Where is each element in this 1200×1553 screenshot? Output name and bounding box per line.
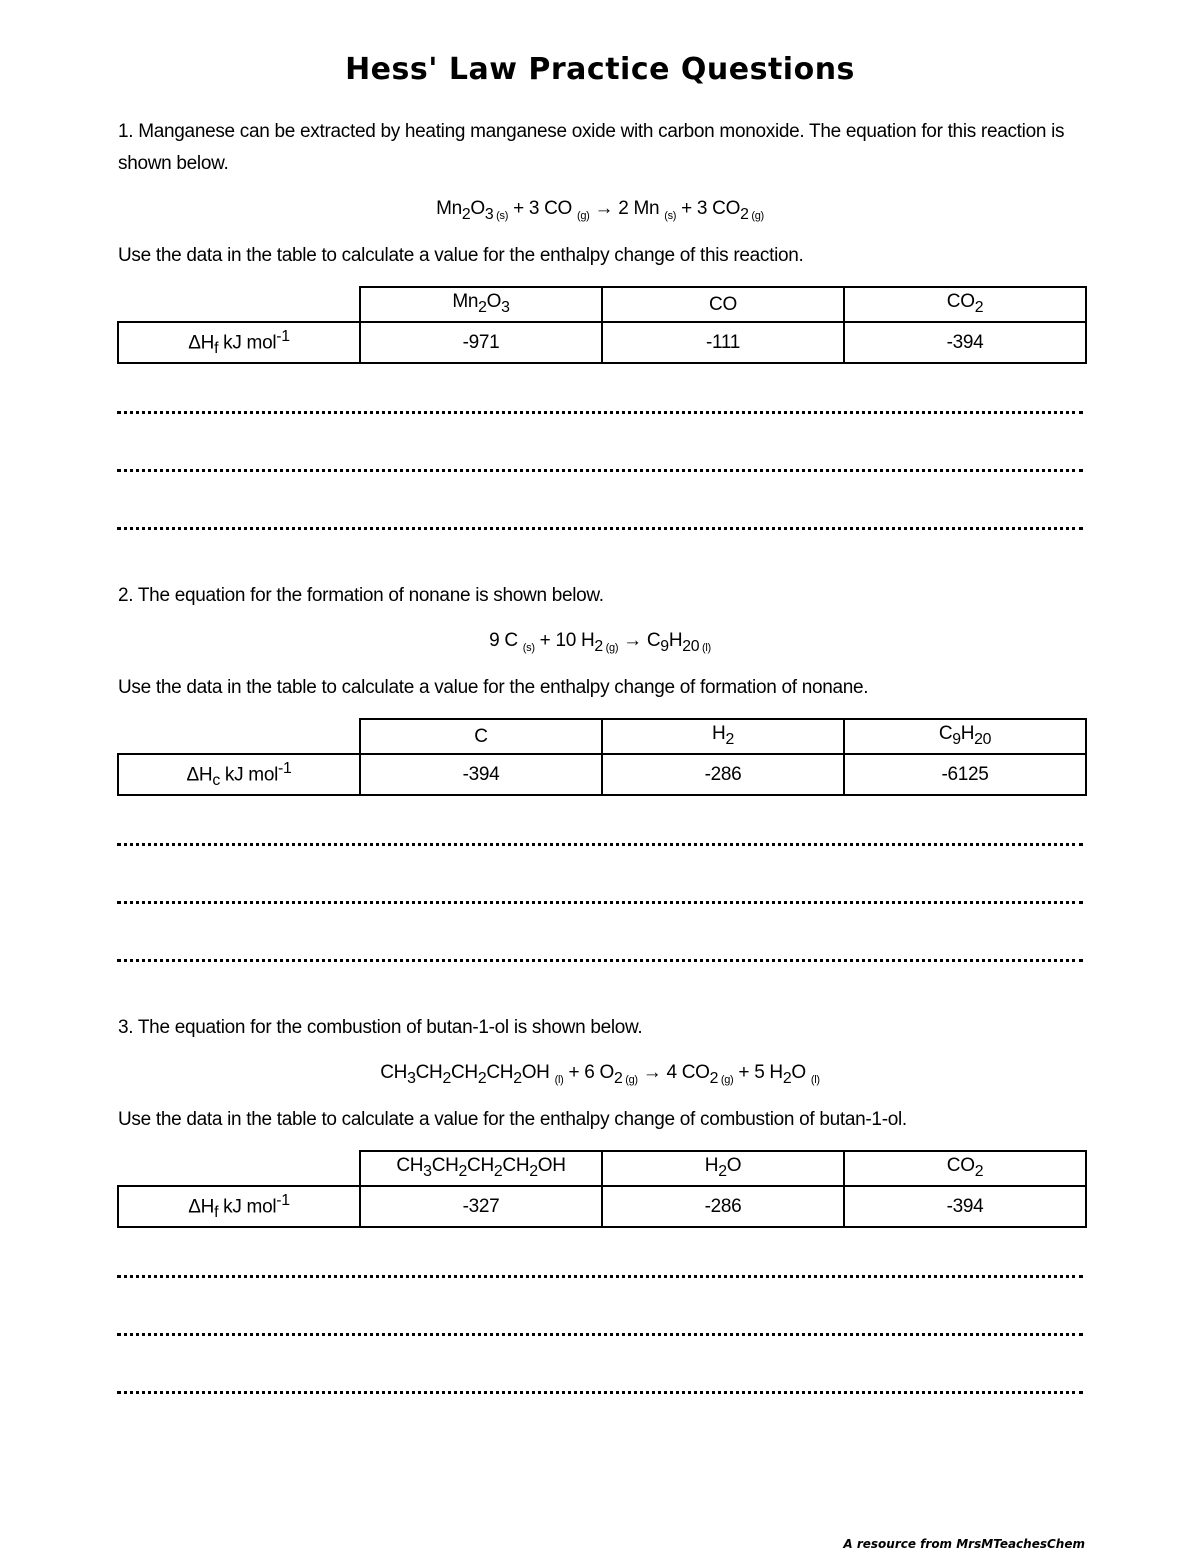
q2-instruction: Use the data in the table to calculate a value for the enthalpy change of formation of nonane. bbox=[118, 677, 869, 698]
q2-intro: 2. The equation for the formation of nonane is shown below. bbox=[118, 585, 604, 606]
table-cell: -286 bbox=[602, 1186, 844, 1227]
table-header-cell: $CO_2$ bbox=[844, 1151, 1086, 1186]
table-cell: -111 bbox=[602, 322, 844, 363]
table-row bbox=[118, 322, 1086, 363]
q3-instruction: Use the data in the table to calculate a value for the enthalpy change of combustion of butan-1-ol. bbox=[118, 1109, 907, 1130]
table-cell: -394 bbox=[844, 322, 1086, 363]
answer-line[interactable] bbox=[117, 1391, 1083, 1394]
q1-data-table bbox=[117, 286, 1087, 364]
table-row-label: $\Delta H_c$ kJ mol$^{-1}$ bbox=[118, 754, 360, 795]
table-cell: -394 bbox=[360, 754, 602, 795]
answer-line[interactable] bbox=[117, 411, 1083, 414]
answer-line[interactable] bbox=[117, 1275, 1083, 1278]
table-header-cell: $H_2$ bbox=[602, 719, 844, 754]
q2-data-table bbox=[117, 718, 1087, 796]
q3-data-table bbox=[117, 1150, 1087, 1228]
q3-intro: 3. The equation for the combustion of butan-1-ol is shown below. bbox=[118, 1017, 643, 1038]
table-header-cell: $Mn_2O_3$ bbox=[360, 287, 602, 322]
q3-equation: $CH_3CH_2CH_2CH_2OH$ $_{(l)}$ + 6 $O_2$ $_{(g)}$ → 4 $CO_2$ $_{(g)}$ + 5 $H_2O$ $_{(l)}$ bbox=[380, 1062, 820, 1087]
table-header-row bbox=[118, 719, 1086, 754]
page-title: Hess' Law Practice Questions bbox=[345, 52, 855, 87]
table-header-cell: C bbox=[360, 719, 602, 754]
q1-instruction: Use the data in the table to calculate a value for the enthalpy change of this reaction. bbox=[118, 245, 804, 266]
table-header-row bbox=[118, 287, 1086, 322]
table-header-cell: CO bbox=[602, 287, 844, 322]
table-row-label: $\Delta H_f$ kJ mol$^{-1}$ bbox=[118, 322, 360, 363]
table-corner-cell bbox=[118, 1151, 360, 1186]
answer-line[interactable] bbox=[117, 527, 1083, 530]
table-corner-cell bbox=[118, 287, 360, 322]
q1-equation: $Mn_2O_3$ $_{(s)}$ + 3 CO $_{(g)}$ → 2 Mn $_{(s)}$ + 3 $CO_2$ $_{(g)}$ bbox=[436, 198, 764, 223]
table-row bbox=[118, 754, 1086, 795]
table-row bbox=[118, 1186, 1086, 1227]
table-header-cell: $H_2O$ bbox=[602, 1151, 844, 1186]
q2-equation: 9 C $_{(s)}$ + 10 $H_2$ $_{(g)} \to C_9H_{20}$ $_{(l)}$ bbox=[489, 630, 711, 655]
table-cell: -327 bbox=[360, 1186, 602, 1227]
table-row-label: $\Delta H_f$ kJ mol$^{-1}$ bbox=[118, 1186, 360, 1227]
q1-intro: 1. Manganese can be extracted by heating manganese oxide with carbon monoxide. The equation for this reaction is shown below. bbox=[118, 121, 1065, 174]
table-corner-cell bbox=[118, 719, 360, 754]
answer-line[interactable] bbox=[117, 901, 1083, 904]
table-cell: -394 bbox=[844, 1186, 1086, 1227]
answer-line[interactable] bbox=[117, 959, 1083, 962]
table-header-cell: $C_9H_{20}$ bbox=[844, 719, 1086, 754]
footer-credit: A resource from MrsMTeachesChem bbox=[843, 1537, 1085, 1551]
answer-line[interactable] bbox=[117, 469, 1083, 472]
table-header-row bbox=[118, 1151, 1086, 1186]
table-header-cell: $CO_2$ bbox=[844, 287, 1086, 322]
table-cell: -6125 bbox=[844, 754, 1086, 795]
answer-line[interactable] bbox=[117, 843, 1083, 846]
table-cell: -971 bbox=[360, 322, 602, 363]
table-header-cell: $CH_3CH_2CH_2CH_2OH$ bbox=[360, 1151, 602, 1186]
table-cell: -286 bbox=[602, 754, 844, 795]
answer-line[interactable] bbox=[117, 1333, 1083, 1336]
